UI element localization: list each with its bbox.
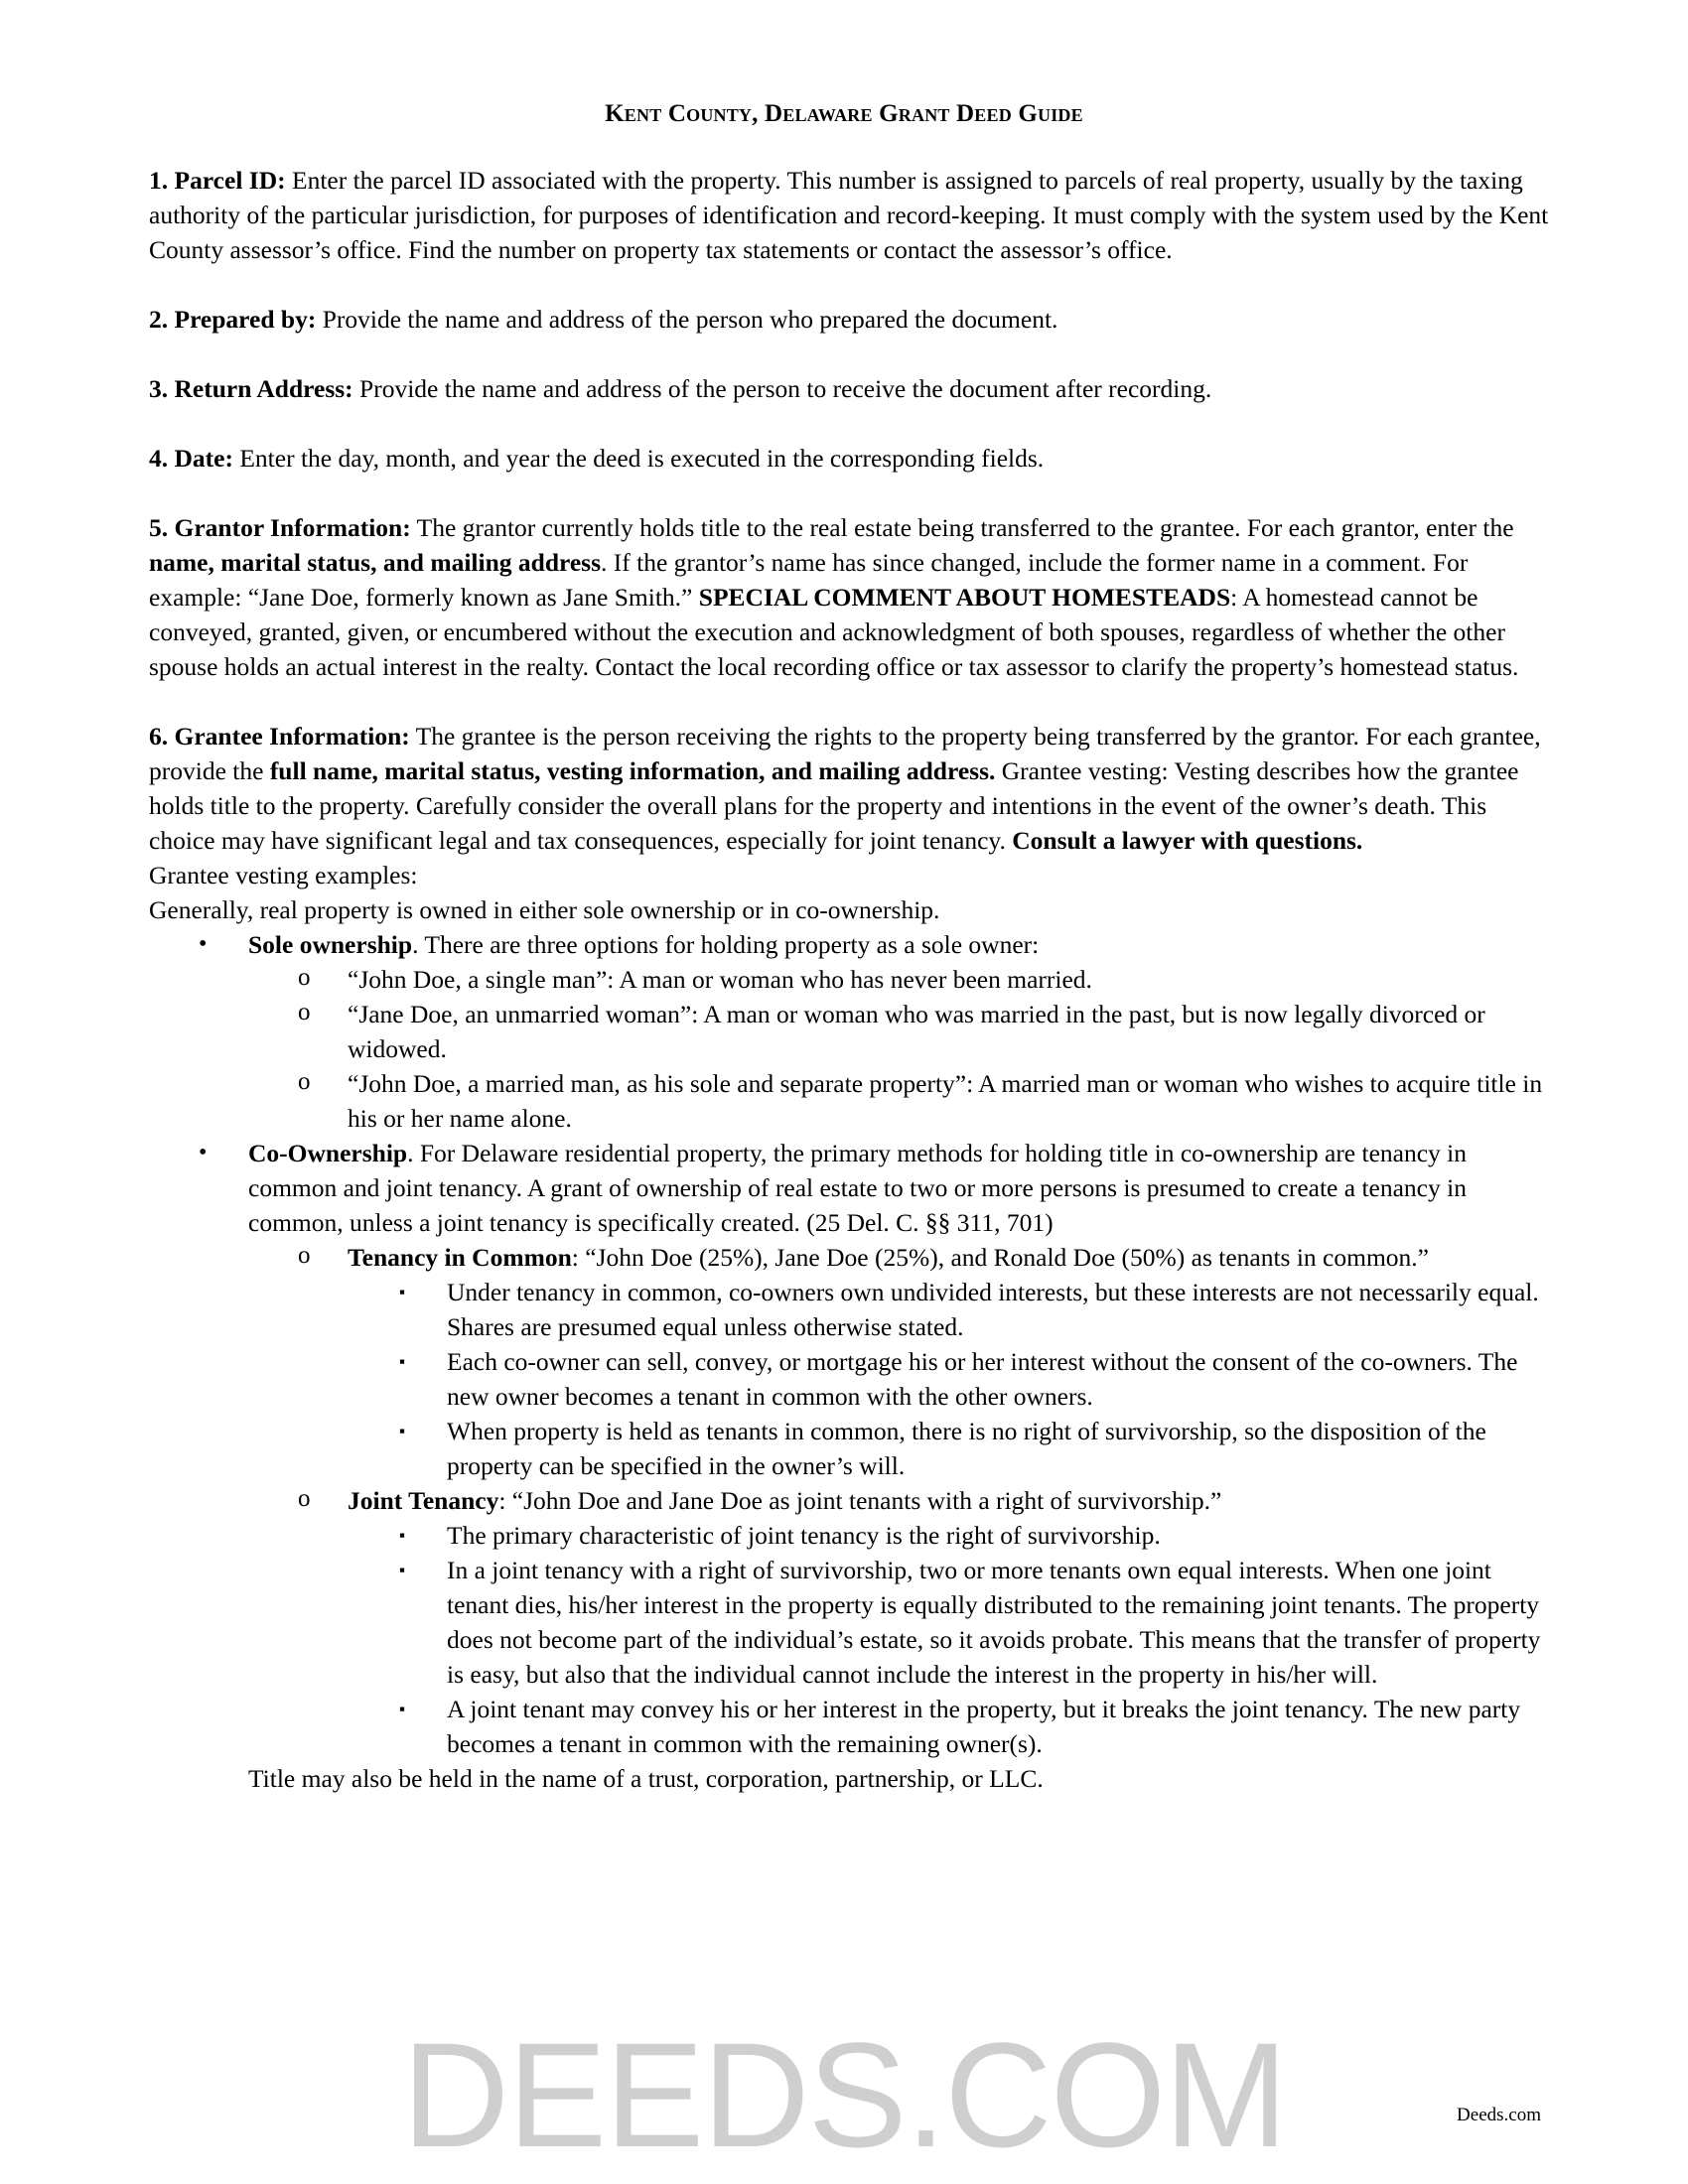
section-text: Grantee vesting: Vesting describes how the grantee holds title to the property. Carefully consider the overall plans for the property and intentions in the event of the owner’s death. This choice may have significant legal and tax consequences, especially for joint tenancy. <box>149 756 1519 855</box>
deeds-watermark: DEEDS.COM <box>401 2011 1287 2178</box>
section-date <box>149 441 1549 476</box>
section-text: . If the grantor’s name has since changed, include the former name in a comment. For example: “Jane Doe, formerly known as Jane Smith.” <box>149 548 1469 612</box>
list-item <box>149 1066 1549 1136</box>
circle-bullet-icon: o <box>298 1242 311 1269</box>
section-parcel-id <box>149 163 1549 267</box>
section-text: The grantor currently holds title to the real estate being transferred to the grantee. For each grantor, enter the <box>410 513 1514 542</box>
list-item-tenancy-in-common <box>149 1240 1549 1275</box>
circle-bullet-icon: o <box>298 1068 311 1095</box>
section-label: 6. Grantee Information: <box>149 722 410 751</box>
item-text: A joint tenant may convey his or her interest in the property, but it breaks the joint tenancy. The new party becomes a tenant in common with the remaining owner(s). <box>447 1695 1521 1758</box>
section-text: Enter the parcel ID associated with the property. This number is assigned to parcels of real property, usually by the taxing authority of the particular jurisdiction, for purposes of identification and record-keeping. It must comply with the system used by the Kent County assessor’s office. Find the number on property tax statements or contact the assessor’s office. <box>149 166 1549 264</box>
list-item <box>149 1414 1549 1483</box>
section-text: The grantee is the person receiving the rights to the property being transferred by the grantor. For each grantee, provide the <box>149 722 1541 785</box>
item-text: . For Delaware residential property, the primary methods for holding title in co-ownership are tenancy in common and joint tenancy. A grant of ownership of real estate to two or more persons is presumed to create a tenancy in common, unless a joint tenancy is specifically created. (25 Del. C. §§ 311, 701) <box>248 1139 1468 1237</box>
circle-bullet-icon: o <box>298 999 311 1025</box>
section-text: Provide the name and address of the person who prepared the document. <box>316 305 1058 334</box>
list-item-sole-ownership <box>149 927 1549 962</box>
item-text: In a joint tenancy with a right of survivorship, two or more tenants own equal interests. When one joint tenant dies, his/her interest in the property is equally distributed to the remaining joint tenants. The property does not become part of the individual’s estate, so it avoids probate. This means that the transfer of property is easy, but also that the individual cannot include the interest in the property in his/her will. <box>447 1556 1541 1689</box>
item-text: When property is held as tenants in common, there is no right of survivorship, so the disposition of the property can be specified in the owner’s will. <box>447 1417 1486 1480</box>
item-text: Under tenancy in common, co-owners own undivided interests, but these interests are not necessarily equal. Shares are presumed equal unless otherwise stated. <box>447 1278 1539 1341</box>
trust-note: Title may also be held in the name of a trust, corporation, partnership, or LLC. <box>248 1764 1044 1793</box>
list-item <box>149 1275 1549 1344</box>
list-item <box>149 997 1549 1066</box>
list-item <box>149 1553 1549 1692</box>
page-title: Kent County, Delaware Grant Deed Guide <box>605 100 1083 127</box>
square-bullet-icon: ▪ <box>399 1700 406 1718</box>
item-text: “John Doe, a single man”: A man or woman who has never been married. <box>348 965 1092 994</box>
list-item-joint-tenancy <box>149 1483 1549 1518</box>
square-bullet-icon: ▪ <box>399 1561 406 1579</box>
section-text: Provide the name and address of the person to receive the document after recording. <box>352 374 1212 403</box>
item-text: The primary characteristic of joint tenancy is the right of survivorship. <box>447 1521 1161 1550</box>
section-label: 3. Return Address: <box>149 374 353 403</box>
bullet-icon: • <box>199 1140 208 1165</box>
section-label: 1. Parcel ID: <box>149 166 286 195</box>
list-item <box>149 1344 1549 1414</box>
section-label: 4. Date: <box>149 444 233 473</box>
section-return-address <box>149 371 1549 406</box>
item-text: “John Doe, a married man, as his sole and separate property”: A married man or woman who wishes to acquire title in his or her name alone. <box>348 1069 1543 1133</box>
footer-brand: Deeds.com <box>1457 2105 1541 2125</box>
item-text: . There are three options for holding property as a sole owner: <box>412 930 1040 959</box>
list-item <box>149 1692 1549 1761</box>
section-grantee-information <box>149 719 1549 858</box>
section-label: 2. Prepared by: <box>149 305 317 334</box>
square-bullet-icon: ▪ <box>399 1422 406 1440</box>
list-item <box>149 1518 1549 1553</box>
vesting-examples-heading: Grantee vesting examples: <box>149 861 418 889</box>
circle-bullet-icon: o <box>298 964 311 991</box>
section-prepared-by <box>149 302 1549 337</box>
homestead-comment-label: SPECIAL COMMENT ABOUT HOMESTEADS <box>698 583 1231 612</box>
item-label: Co-Ownership <box>248 1139 408 1167</box>
consult-lawyer-note: Consult a lawyer with questions. <box>1012 826 1363 855</box>
ownership-intro: Generally, real property is owned in either sole ownership or in co-ownership. <box>149 895 940 924</box>
section-text: Enter the day, month, and year the deed is executed in the corresponding fields. <box>232 444 1045 473</box>
circle-bullet-icon: o <box>298 1485 311 1512</box>
section-label: 5. Grantor Information: <box>149 513 411 542</box>
document-body <box>149 163 1549 1796</box>
item-text: “Jane Doe, an unmarried woman”: A man or woman who was married in the past, but is now legally divorced or widowed. <box>348 1000 1485 1063</box>
item-text: : “John Doe and Jane Doe as joint tenants with a right of survivorship.” <box>498 1486 1222 1515</box>
item-label: Sole ownership <box>248 930 413 959</box>
list-item <box>149 962 1549 997</box>
bullet-icon: • <box>199 931 208 957</box>
square-bullet-icon: ▪ <box>399 1283 406 1301</box>
section-text: : A homestead cannot be conveyed, granted, given, or encumbered without the execution and acknowledgment of both spouses, regardless of whether the other spouse holds an actual interest in the realty. Contact the local recording office or tax assessor to clarify the property’s homestead status. <box>149 583 1519 681</box>
section-grantor-information <box>149 510 1549 684</box>
square-bullet-icon: ▪ <box>399 1352 406 1371</box>
section-emphasis: name, marital status, and mailing address <box>149 548 602 577</box>
list-item-co-ownership <box>149 1136 1549 1240</box>
square-bullet-icon: ▪ <box>399 1526 406 1545</box>
item-label: Joint Tenancy <box>348 1486 499 1515</box>
section-emphasis: full name, marital status, vesting information, and mailing address. <box>269 756 996 785</box>
item-label: Tenancy in Common <box>348 1243 572 1272</box>
ownership-list <box>149 927 1549 1761</box>
item-text: : “John Doe (25%), Jane Doe (25%), and Ronald Doe (50%) as tenants in common.” <box>571 1243 1429 1272</box>
item-text: Each co-owner can sell, convey, or mortgage his or her interest without the consent of the co-owners. The new owner becomes a tenant in common with the other owners. <box>447 1347 1518 1411</box>
